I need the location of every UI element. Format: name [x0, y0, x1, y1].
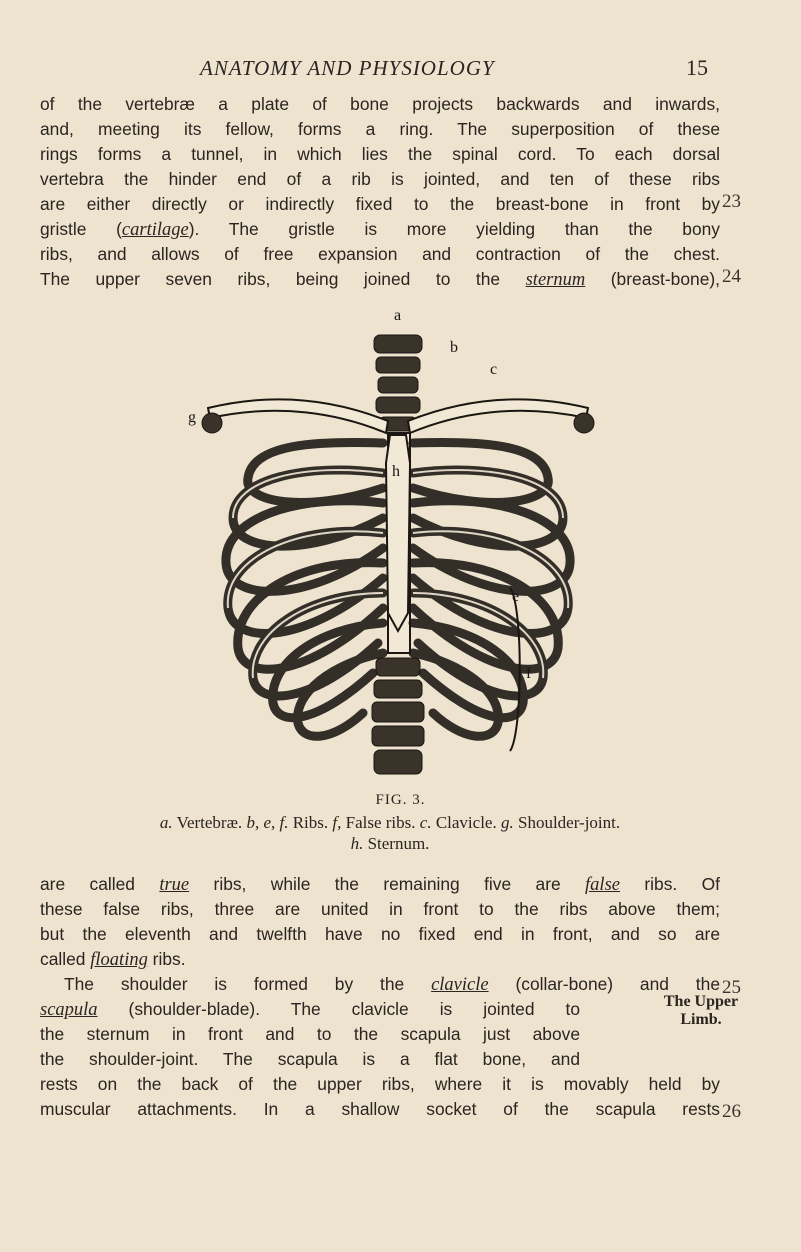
text-line: rests on the back of the upper ribs, where it is movably held by [40, 1074, 720, 1094]
caption-key-c: c. [419, 813, 432, 832]
text-line [40, 997, 580, 1022]
figure-label-h: h [392, 463, 400, 480]
figure-label-b: b [450, 339, 458, 356]
caption-key-a: a. [159, 813, 173, 832]
text-line: of the vertebræ a plate of bone projects backwards and inwards, [40, 94, 720, 114]
shoulder-joint-left [202, 413, 222, 433]
caption-text-bef: Ribs. [288, 813, 333, 832]
term-true: true [159, 875, 190, 895]
line-number-25: 25 [722, 977, 741, 998]
text-fragment: (collar-bone) and the [488, 974, 720, 994]
bottom-paragraphs [40, 872, 720, 1122]
figure-label-e: e [512, 588, 520, 605]
caption-key-h: h. [350, 834, 364, 853]
ribs-right [413, 442, 570, 736]
caption-key-f: f, [332, 813, 342, 832]
term-cartilage: cartilage [121, 220, 189, 240]
figure-label-g: g [188, 409, 196, 426]
text-fragment: ribs, while the remaining five are [189, 874, 586, 894]
caption-key-bef: b, e, f. [246, 813, 289, 832]
text-fragment: gristle ( [40, 219, 122, 239]
caption-text-c: Clavicle. [431, 813, 501, 832]
text-line [40, 217, 720, 242]
figure-caption [40, 812, 740, 854]
term-sternum: sternum [525, 270, 586, 290]
text-fragment: (shoulder-blade). The clavicle is jointed to [97, 999, 580, 1019]
text-line [40, 947, 720, 972]
text-fragment: ). The gristle is more yielding than the bony [188, 219, 720, 239]
line-number-26: 26 [722, 1101, 741, 1122]
rib-cage-illustration [198, 313, 598, 783]
top-paragraph [40, 92, 720, 292]
text-fragment: The shoulder is formed by the [64, 974, 432, 994]
term-clavicle: clavicle [431, 975, 489, 995]
figure-label-f: f [526, 665, 532, 682]
text-fragment: The upper seven ribs, being joined to the [40, 269, 526, 289]
sidenote-line: The Upper [663, 993, 739, 1010]
text-fragment: ribs. [147, 949, 186, 969]
text-fragment: are called [40, 874, 160, 894]
text-line: these false ribs, three are united in front to the ribs above them; [40, 899, 720, 919]
sidenote-the-upper-limb [661, 993, 741, 1029]
text-line: the shoulder-joint. The scapula is a flat bone, and [40, 1049, 580, 1069]
term-false: false [585, 875, 620, 895]
shoulder-joint-right [574, 413, 594, 433]
caption-text-g: Shoulder-joint. [513, 813, 621, 832]
text-line: and, meeting its fellow, forms a ring. The superposition of these [40, 119, 720, 139]
text-line: are either directly or indirectly fixed to the breast-bone in front by [40, 194, 720, 214]
text-line [40, 972, 720, 997]
caption-key-g: g. [500, 813, 514, 832]
text-line [40, 872, 720, 897]
caption-text-f: False ribs. [341, 813, 420, 832]
page-header [0, 56, 801, 86]
term-floating: floating [90, 950, 148, 970]
text-line: the sternum in front and to the scapula just above [40, 1024, 580, 1044]
text-line: ribs, and allows of free expansion and contraction of the chest. [40, 244, 720, 264]
text-fragment: ribs. Of [620, 874, 720, 894]
figure-title: FIG. 3. [375, 792, 426, 808]
figure-label-a: a [394, 307, 402, 324]
text-line: vertebra the hinder end of a rib is jointed, and ten of these ribs [40, 169, 720, 189]
line-number-24: 24 [722, 266, 741, 287]
rib-cage-figure [188, 307, 598, 783]
figure-label-c: c [490, 361, 498, 378]
text-fragment: (breast-bone), [585, 269, 720, 289]
text-line: but the eleventh and twelfth have no fixed end in front, and so are [40, 924, 720, 944]
text-line: rings forms a tunnel, in which lies the spinal cord. To each dorsal [40, 144, 720, 164]
caption-text-h: Sternum. [363, 834, 430, 853]
sidenote-line: Limb. [680, 1011, 722, 1028]
text-line: muscular attachments. In a shallow socket of the scapula rests [40, 1099, 720, 1119]
running-title: ANATOMY AND PHYSIOLOGY [200, 56, 495, 80]
caption-text-a: Vertebræ. [172, 813, 247, 832]
text-line [40, 267, 720, 292]
ribs-left [226, 442, 383, 736]
text-fragment: called [40, 949, 91, 969]
line-number-23: 23 [722, 191, 741, 212]
term-scapula: scapula [40, 1000, 98, 1020]
page-number: 15 [686, 55, 708, 80]
